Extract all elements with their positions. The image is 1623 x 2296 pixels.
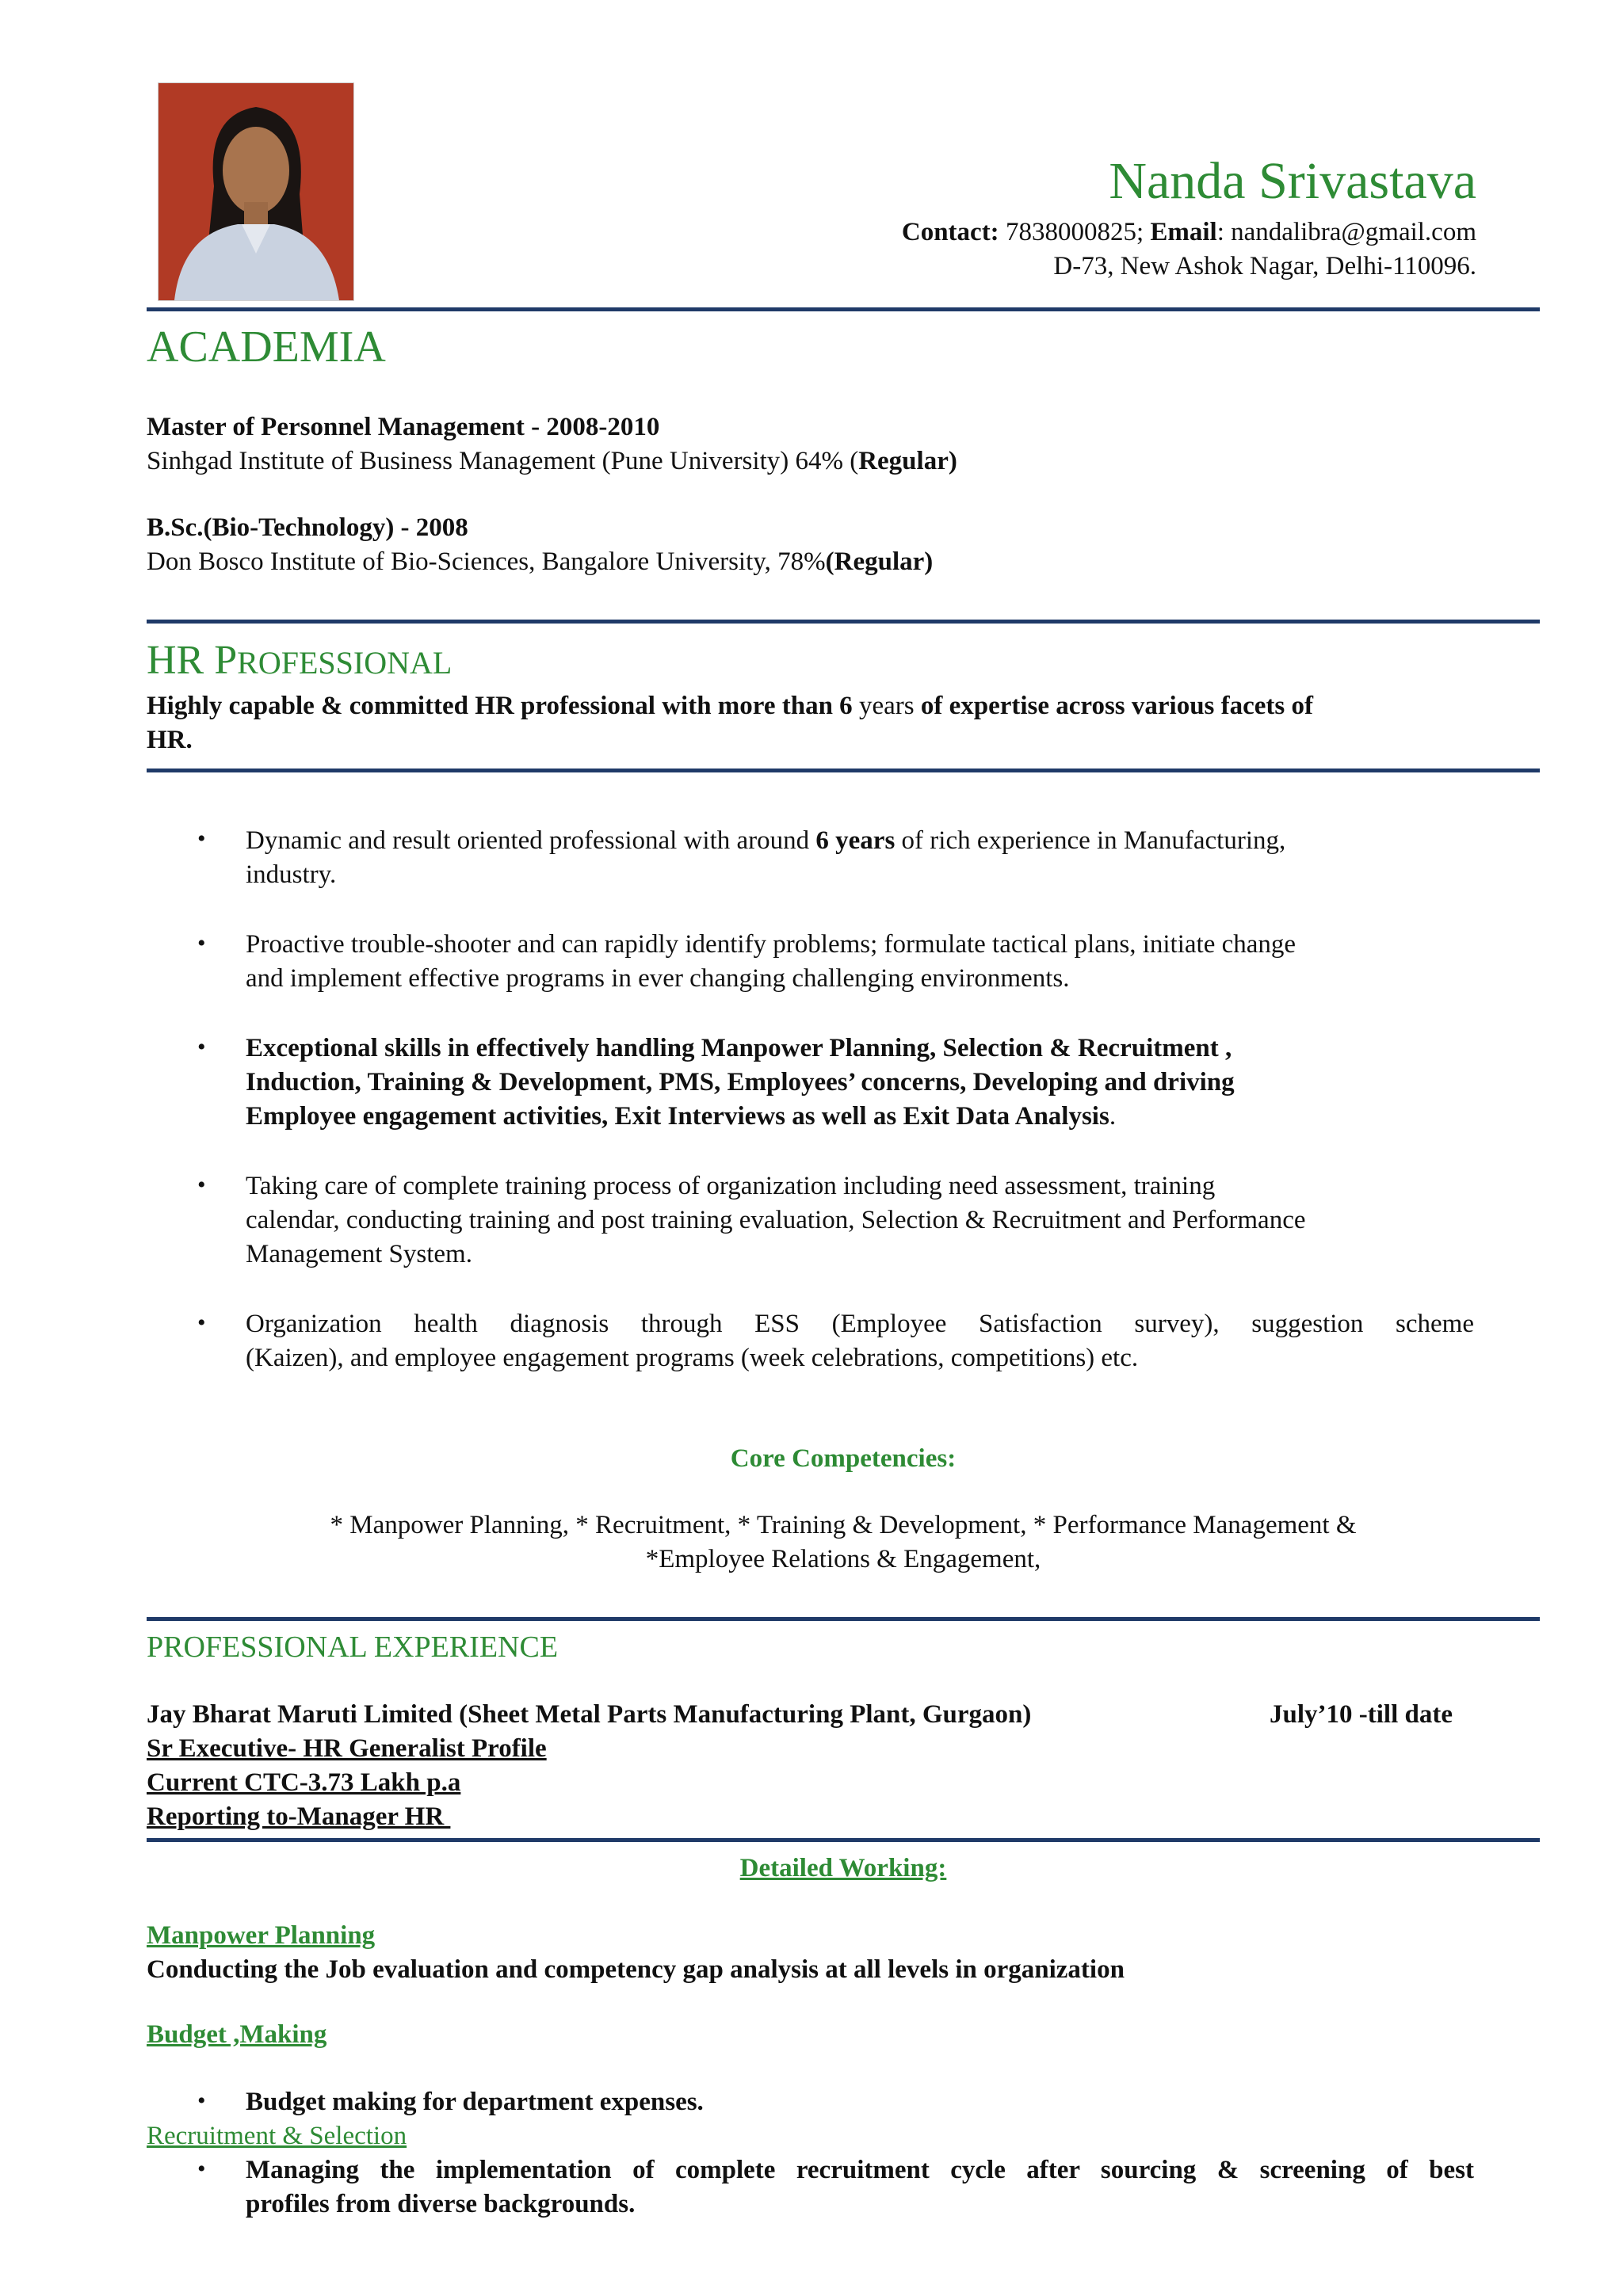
institute-1-text: Sinhgad Institute of Business Management (Pune University) 64% ( [147,447,859,475]
bullet-2-line1: Proactive trouble-shooter and can rapidly identify problems; formulate tactical plans, initiate change [246,930,1296,959]
core-competencies-heading: Core Competencies: [730,1444,957,1473]
recruitment-line1: Managing the implementation of complete recruitment cycle after sourcing & screening of best [246,2156,1474,2184]
budget-bullet: Budget making for department expenses. [246,2088,704,2116]
person-silhouette-icon [158,83,353,300]
bullet-icon: • [197,1034,206,1060]
bullet-1-text-b: 6 years [815,826,896,855]
summary-part2: years [852,692,921,720]
bullet-3-line3 [246,1100,1116,1134]
profile-photo [158,82,354,301]
bullet-3-line2: Induction, Training & Development, PMS, Employees’ concerns, Developing and driving [246,1068,1235,1097]
bullet-icon: • [197,1172,206,1198]
bullet-3-line1: Exceptional skills in effectively handling Manpower Planning, Selection & Recruitment , [246,1034,1232,1062]
email-address: : nandalibra@gmail.com [1216,218,1476,246]
recruitment-selection-heading: Recruitment & Selection [147,2122,407,2150]
experience-heading: PROFESSIONAL EXPERIENCE [147,1630,559,1664]
candidate-name: Nanda Srivastava [1109,152,1476,210]
hr-summary-line1 [147,689,1313,723]
bullet-5-line1: Organization health diagnosis through ESS (Employee Satisfaction survey), suggestion scheme [246,1310,1474,1338]
phone-number: 7838000825; [999,218,1144,246]
detailed-working-heading: Detailed Working: [739,1854,947,1882]
degree-2: B.Sc.(Bio-Technology) - 2008 [147,513,468,542]
recruitment-line2: profiles from diverse backgrounds. [246,2190,636,2218]
address: D-73, New Ashok Nagar, Delhi-110096. [1053,252,1476,280]
heading-initial: HR P [147,638,238,683]
bullet-2-line2: and implement effective programs in ever changing challenging environments. [246,964,1070,993]
bullet-icon: • [197,1310,206,1336]
bullet-1-text-a: Dynamic and result oriented professional with around [246,826,816,855]
bullet-1-line1 [246,824,1285,858]
core-competencies-line1: * Manpower Planning, * Recruitment, * Training & Development, * Performance Management & [330,1511,1357,1539]
bullet-3-line3-text: Employee engagement activities, Exit Interviews as well as Exit Data Analysis [246,1102,1109,1131]
employment-period: July’10 -till date [1270,1700,1453,1729]
heading-rest: ROFESSIONAL [237,645,453,681]
bullet-5-line2: (Kaizen), and employee engagement programs (week celebrations, competitions) etc. [246,1344,1139,1372]
institute-2 [147,545,933,579]
hr-professional-heading [147,637,452,687]
bullet-1-line2: industry. [246,860,337,889]
bullet-icon: • [197,826,206,852]
section-divider [147,1617,1540,1621]
institute-2-text: Don Bosco Institute of Bio-Sciences, Bangalore University, 78% [147,547,826,576]
institute-1 [147,444,957,479]
degree-1: Master of Personnel Management - 2008-2010 [147,413,660,441]
section-divider [147,769,1540,772]
email-label: Email [1144,218,1217,246]
summary-part1: Highly capable & committed HR professional with more than 6 [147,692,853,720]
bullet-3-line3-end: . [1109,1102,1117,1131]
section-divider [147,1838,1540,1842]
reporting-to: Reporting to-Manager HR [147,1802,451,1831]
bullet-icon: • [197,2156,206,2182]
core-competencies-line2: *Employee Relations & Engagement, [645,1545,1041,1573]
current-ctc: Current CTC-3.73 Lakh p.a [147,1768,461,1797]
contact-label: Contact: [901,218,999,246]
bullet-1-text-c: of rich experience in Manufacturing, [895,826,1286,855]
institute-2-mode: (Regular) [825,547,934,576]
manpower-planning-heading: Manpower Planning [147,1921,376,1950]
contact-line [902,215,1476,250]
bullet-4-line2: calendar, conducting training and post training evaluation, Selection & Recruitment and Performance [246,1206,1306,1234]
bullet-4-line1: Taking care of complete training process of organization including need assessment, training [246,1172,1216,1200]
institute-1-mode: Regular) [858,447,957,475]
bullet-icon: • [197,2088,206,2114]
bullet-icon: • [197,930,206,956]
academia-heading: ACADEMIA [147,322,386,372]
section-divider [147,307,1540,311]
budget-making-heading: Budget ,Making [147,2020,327,2049]
company-name: Jay Bharat Maruti Limited (Sheet Metal Parts Manufacturing Plant, Gurgaon) [147,1700,1032,1729]
section-divider [147,620,1540,624]
manpower-planning-text: Conducting the Job evaluation and competency gap analysis at all levels in organization [147,1955,1125,1984]
job-title: Sr Executive- HR Generalist Profile [147,1734,547,1763]
bullet-4-line3: Management System. [246,1240,472,1268]
hr-summary-line2: HR. [147,726,193,754]
summary-part3: of expertise across various facets of [920,692,1314,720]
